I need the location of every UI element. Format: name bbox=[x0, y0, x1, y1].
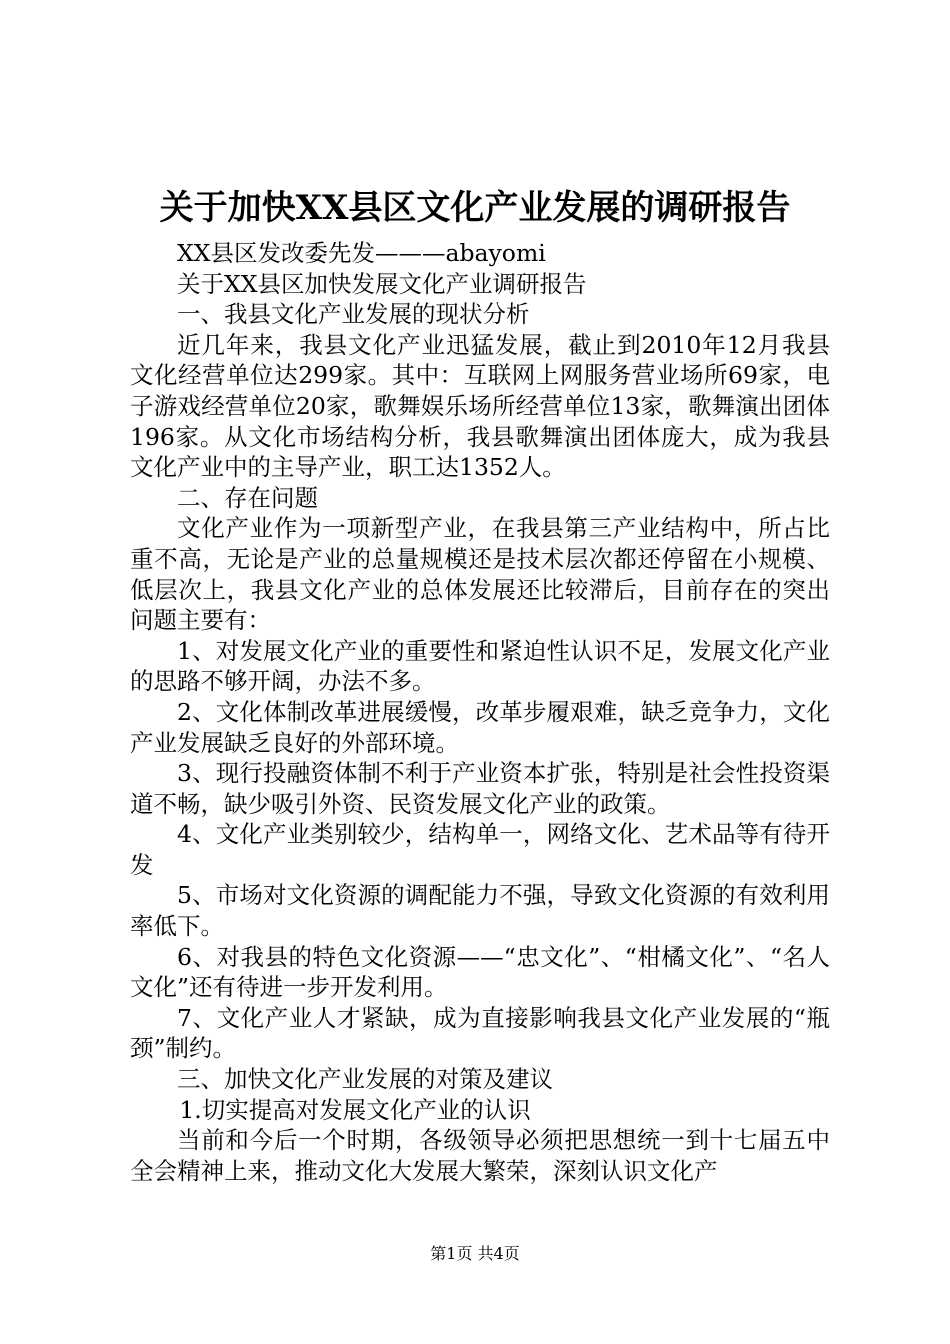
section-heading-2: 二、存在问题 bbox=[177, 483, 318, 512]
section-heading-3: 三、加快文化产业发展的对策及建议 bbox=[177, 1065, 553, 1094]
author-line: XX县区发改委先发———abayomi bbox=[177, 239, 546, 267]
paragraph-problems-intro: 文化产业作为一项新型产业，在我县第三产业结构中，所占比重不高，无论是产业的总量规模还是技术层次都还停留在小规模、低层次上，我县文化产业的总体发展还比较滞后，目前存在的突出问题主要有： bbox=[130, 514, 830, 635]
section-heading-1: 一、我县文化产业发展的现状分析 bbox=[177, 300, 530, 329]
document-title: 关于加快XX县区文化产业发展的调研报告 bbox=[159, 188, 791, 228]
problem-item-4: 4、文化产业类别较少，结构单一，网络文化、艺术品等有待开发 bbox=[130, 820, 830, 879]
subtitle-line: 关于XX县区加快发展文化产业调研报告 bbox=[177, 269, 587, 298]
paragraph-status: 近几年来，我县文化产业迅猛发展，截止到2010年12月我县文化经营单位达299家。其中：互联网上网服务营业场所69家，电子游戏经营单位20家，歌舞娱乐场所经营单位13家，歌舞演出团体196家。从文化市场结构分析，我县歌舞演出团体庞大，成为我县文化产业中的主导产业，职工达1352人。 bbox=[130, 330, 830, 482]
problem-item-1: 1、对发展文化产业的重要性和紧迫性认识不足，发展文化产业的思路不够开阔，办法不多。 bbox=[130, 636, 830, 696]
page-footer: 第1页 共4页 bbox=[430, 1244, 520, 1263]
subsection-heading-1: 1.切实提高对发展文化产业的认识 bbox=[179, 1095, 531, 1124]
document-body bbox=[130, 238, 830, 1186]
paragraph-recommendation: 当前和今后一个时期，各级领导必须把思想统一到十七届五中全会精神上来，推动文化大发展大繁荣，深刻认识文化产 bbox=[130, 1126, 830, 1185]
problem-item-3: 3、现行投融资体制不利于产业资本扩张，特别是社会性投资渠道不畅，缺少吸引外资、民资发展文化产业的政策。 bbox=[130, 759, 830, 818]
problem-item-5: 5、市场对文化资源的调配能力不强，导致文化资源的有效利用率低下。 bbox=[130, 881, 830, 941]
problem-item-2: 2、文化体制改革进展缓慢，改革步履艰难，缺乏竞争力，文化产业发展缺乏良好的外部环境。 bbox=[130, 697, 830, 757]
problem-item-7: 7、文化产业人才紧缺，成为直接影响我县文化产业发展的“瓶颈”制约。 bbox=[130, 1003, 830, 1063]
problem-item-6: 6、对我县的特色文化资源——“忠文化”、“柑橘文化”、“名人文化”还有待进一步开发利用。 bbox=[130, 942, 830, 1002]
